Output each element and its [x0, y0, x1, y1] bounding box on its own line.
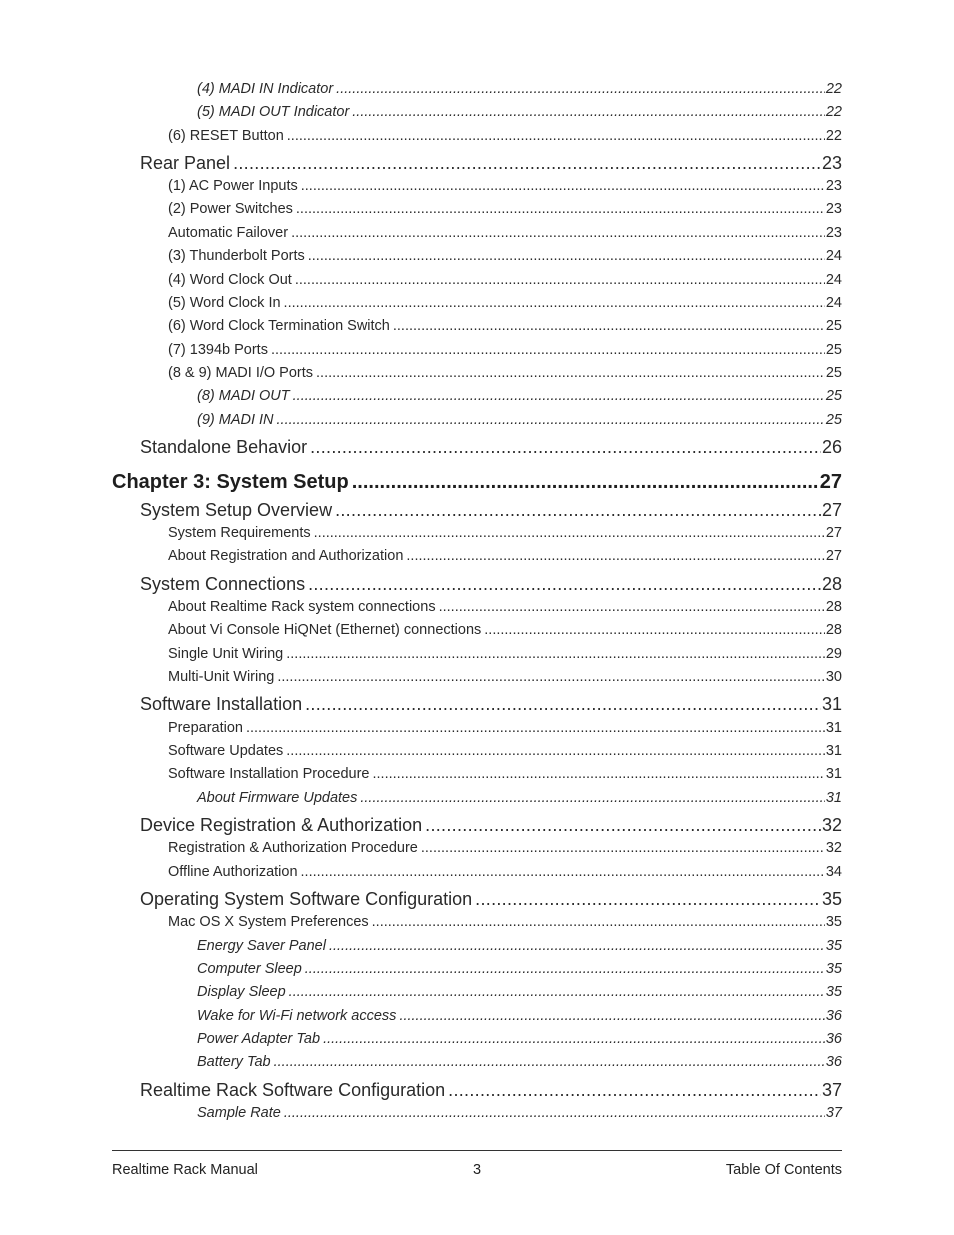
toc-entry[interactable] [168, 670, 842, 685]
toc-leader-dots [406, 549, 824, 564]
toc-entry-page: 28 [825, 622, 842, 638]
toc-entry-title: Display Sleep [197, 984, 286, 1000]
toc-entry-title: About Firmware Updates [197, 790, 358, 806]
toc-entry[interactable] [140, 154, 842, 172]
toc-leader-dots [439, 600, 825, 615]
toc-entry-page: 36 [825, 1054, 842, 1070]
toc-entry-page: 24 [825, 272, 842, 288]
toc-entry[interactable] [197, 105, 842, 120]
toc-entry[interactable] [168, 623, 842, 638]
toc-entry[interactable] [168, 226, 842, 241]
toc-entry[interactable] [168, 549, 842, 564]
toc-leader-dots [274, 1055, 825, 1070]
toc-entry-page: 37 [821, 1080, 842, 1100]
toc-entry-title: (1) AC Power Inputs [168, 178, 298, 194]
toc-entry-page: 23 [825, 201, 842, 217]
toc-entry-title: (9) MADI IN [197, 412, 274, 428]
toc-leader-dots [296, 202, 825, 217]
toc-leader-dots [323, 1032, 825, 1047]
toc-leader-dots [271, 343, 825, 358]
toc-entry[interactable] [197, 962, 842, 977]
toc-entry-title: Wake for Wi-Fi network access [197, 1008, 397, 1024]
toc-entry-title: Chapter 3: System Setup [112, 471, 349, 493]
toc-entry[interactable] [168, 249, 842, 264]
toc-entry-title: (8) MADI OUT [197, 388, 290, 404]
toc-entry-title: Software Installation Procedure [168, 766, 370, 782]
toc-entry[interactable] [197, 1009, 842, 1024]
toc-entry-title: Operating System Software Configuration [140, 889, 473, 909]
toc-leader-dots [289, 985, 825, 1000]
toc-entry-page: 22 [825, 81, 842, 97]
toc-entry-title: (8 & 9) MADI I/O Ports [168, 365, 314, 381]
toc-entry-page: 23 [825, 225, 842, 241]
toc-entry-page: 28 [821, 574, 842, 594]
toc-entry[interactable] [168, 600, 842, 615]
toc-entry-title: (4) MADI IN Indicator [197, 81, 334, 97]
toc-entry[interactable] [197, 413, 842, 428]
toc-entry[interactable] [140, 438, 842, 456]
toc-leader-dots [291, 226, 825, 241]
footer-manual-title: Realtime Rack Manual [112, 1162, 258, 1178]
toc-entry-title: Automatic Failover [168, 225, 289, 241]
toc-leader-dots [284, 296, 825, 311]
toc-entry-title: Registration & Authorization Procedure [168, 840, 418, 856]
toc-entry-page: 31 [821, 694, 842, 714]
toc-entry-title: System Requirements [168, 525, 311, 541]
toc-leader-dots [287, 129, 825, 144]
toc-entry-title: Sample Rate [197, 1105, 281, 1121]
toc-leader-dots [277, 670, 825, 685]
toc-leader-dots [316, 366, 825, 381]
toc-entry[interactable] [197, 791, 842, 806]
toc-entry-page: 23 [821, 153, 842, 173]
toc-entry-page: 35 [825, 938, 842, 954]
toc-entry-page: 35 [821, 889, 842, 909]
toc-entry[interactable] [168, 526, 842, 541]
toc-entry-page: 31 [825, 720, 842, 736]
toc-entry[interactable] [140, 695, 842, 713]
footer-section-title: Table Of Contents [725, 1162, 842, 1178]
toc-leader-dots [425, 816, 821, 834]
toc-chapter-entry[interactable] [112, 472, 842, 492]
toc-entry-page: 25 [825, 365, 842, 381]
toc-leader-dots [308, 575, 821, 593]
toc-leader-dots [335, 501, 821, 519]
toc-entry-page: 24 [825, 295, 842, 311]
toc-entry[interactable] [168, 129, 842, 144]
toc-leader-dots [308, 249, 825, 264]
toc-entry[interactable] [197, 389, 842, 404]
toc-entry-title: About Registration and Authorization [168, 548, 404, 564]
toc-entry-title: (5) Word Clock In [168, 295, 281, 311]
toc-entry[interactable] [140, 1081, 842, 1099]
toc-leader-dots [295, 273, 825, 288]
toc-entry[interactable] [197, 985, 842, 1000]
toc-entry-page: 25 [825, 318, 842, 334]
toc-entry-page: 30 [825, 669, 842, 685]
toc-entry-title: Software Installation [140, 694, 303, 714]
toc-entry-title: (5) MADI OUT Indicator [197, 104, 350, 120]
toc-leader-dots [352, 105, 825, 120]
toc-leader-dots [293, 389, 825, 404]
toc-entry-title: Realtime Rack Software Configuration [140, 1080, 446, 1100]
toc-entry-page: 27 [825, 525, 842, 541]
toc-entry[interactable] [168, 319, 842, 334]
toc-leader-dots [286, 647, 825, 662]
toc-entry-page: 23 [825, 178, 842, 194]
toc-entry-title: Preparation [168, 720, 243, 736]
toc-leader-dots [305, 962, 825, 977]
toc-entry-title: (6) Word Clock Termination Switch [168, 318, 390, 334]
toc-entry-page: 26 [821, 437, 842, 457]
toc-leader-dots [286, 744, 825, 759]
toc-leader-dots [305, 695, 821, 713]
toc-entry-title: Multi-Unit Wiring [168, 669, 275, 685]
toc-entry-page: 25 [825, 342, 842, 358]
toc-entry-title: Device Registration & Authorization [140, 815, 423, 835]
toc-entry-title: About Vi Console HiQNet (Ethernet) connections [168, 622, 482, 638]
toc-entry-page: 29 [825, 646, 842, 662]
toc-entry[interactable] [168, 865, 842, 880]
toc-entry[interactable] [168, 841, 842, 856]
toc-entry-title: Power Adapter Tab [197, 1031, 321, 1047]
toc-entry-page: 32 [825, 840, 842, 856]
toc-entry[interactable] [197, 1106, 842, 1121]
toc-leader-dots [421, 841, 825, 856]
toc-entry[interactable] [168, 296, 842, 311]
toc-entry[interactable] [168, 273, 842, 288]
toc-entry-title: System Setup Overview [140, 500, 333, 520]
toc-leader-dots [448, 1081, 821, 1099]
toc-leader-dots [393, 319, 825, 334]
toc-entry-page: 22 [825, 128, 842, 144]
toc-entry-page: 35 [825, 914, 842, 930]
toc-entry-page: 25 [825, 388, 842, 404]
toc-entry[interactable] [168, 915, 842, 930]
toc-leader-dots [352, 472, 819, 492]
toc-entry-page: 31 [825, 790, 842, 806]
toc-leader-dots [233, 154, 821, 172]
toc-entry-page: 35 [825, 984, 842, 1000]
toc-entry-title: Rear Panel [140, 153, 231, 173]
toc-entry[interactable] [140, 501, 842, 519]
toc-leader-dots [399, 1009, 824, 1024]
toc-entry-title: Standalone Behavior [140, 437, 308, 457]
toc-entry[interactable] [168, 179, 842, 194]
page-footer [112, 1162, 842, 1182]
toc-entry[interactable] [140, 816, 842, 834]
toc-entry-page: 27 [821, 500, 842, 520]
toc-entry-page: 24 [825, 248, 842, 264]
toc-entry-page: 31 [825, 766, 842, 782]
toc-entry-page: 25 [825, 412, 842, 428]
toc-entry-page: 36 [825, 1008, 842, 1024]
toc-leader-dots [360, 791, 824, 806]
toc-entry-title: (7) 1394b Ports [168, 342, 268, 358]
toc-entry[interactable] [197, 82, 842, 97]
toc-entry-page: 32 [821, 815, 842, 835]
toc-entry[interactable] [168, 647, 842, 662]
toc-leader-dots [277, 413, 825, 428]
toc-leader-dots [475, 890, 821, 908]
toc-entry-page: 27 [819, 471, 842, 493]
toc-entry[interactable] [168, 366, 842, 381]
toc-leader-dots [484, 623, 825, 638]
toc-entry-page: 35 [825, 961, 842, 977]
toc-entry[interactable] [197, 939, 842, 954]
toc-entry[interactable] [168, 721, 842, 736]
toc-leader-dots [372, 915, 825, 930]
footer-divider [112, 1150, 842, 1151]
toc-leader-dots [336, 82, 825, 97]
toc-entry-page: 34 [825, 864, 842, 880]
toc-entry-title: Software Updates [168, 743, 284, 759]
toc-entry[interactable] [168, 343, 842, 358]
toc-entry[interactable] [168, 767, 842, 782]
toc-leader-dots [246, 721, 825, 736]
toc-leader-dots [329, 939, 825, 954]
toc-entry-title: (2) Power Switches [168, 201, 293, 217]
toc-entry-page: 28 [825, 599, 842, 615]
toc-entry-title: Computer Sleep [197, 961, 302, 977]
toc-entry-title: System Connections [140, 574, 306, 594]
toc-entry-title: Offline Authorization [168, 864, 298, 880]
toc-entry[interactable] [197, 1032, 842, 1047]
footer-page-number: 3 [472, 1162, 482, 1178]
toc-leader-dots [301, 179, 825, 194]
toc-entry-title: (4) Word Clock Out [168, 272, 292, 288]
toc-entry-title: About Realtime Rack system connections [168, 599, 436, 615]
toc-entry-title: Single Unit Wiring [168, 646, 284, 662]
toc-leader-dots [373, 767, 825, 782]
toc-leader-dots [284, 1106, 825, 1121]
toc-entry-title: (3) Thunderbolt Ports [168, 248, 305, 264]
toc-entry-title: Energy Saver Panel [197, 938, 326, 954]
toc-leader-dots [314, 526, 825, 541]
toc-entry[interactable] [140, 575, 842, 593]
toc-entry[interactable] [140, 890, 842, 908]
toc-entry-page: 36 [825, 1031, 842, 1047]
toc-entry[interactable] [168, 744, 842, 759]
toc-entry-title: Battery Tab [197, 1054, 271, 1070]
toc-entry[interactable] [197, 1055, 842, 1070]
toc-entry[interactable] [168, 202, 842, 217]
toc-entry-title: Mac OS X System Preferences [168, 914, 369, 930]
toc-entry-page: 37 [825, 1105, 842, 1121]
toc-leader-dots [310, 438, 821, 456]
toc-entry-page: 31 [825, 743, 842, 759]
toc-leader-dots [301, 865, 825, 880]
toc-entry-title: (6) RESET Button [168, 128, 284, 144]
toc-entry-page: 22 [825, 104, 842, 120]
toc-entry-page: 27 [825, 548, 842, 564]
